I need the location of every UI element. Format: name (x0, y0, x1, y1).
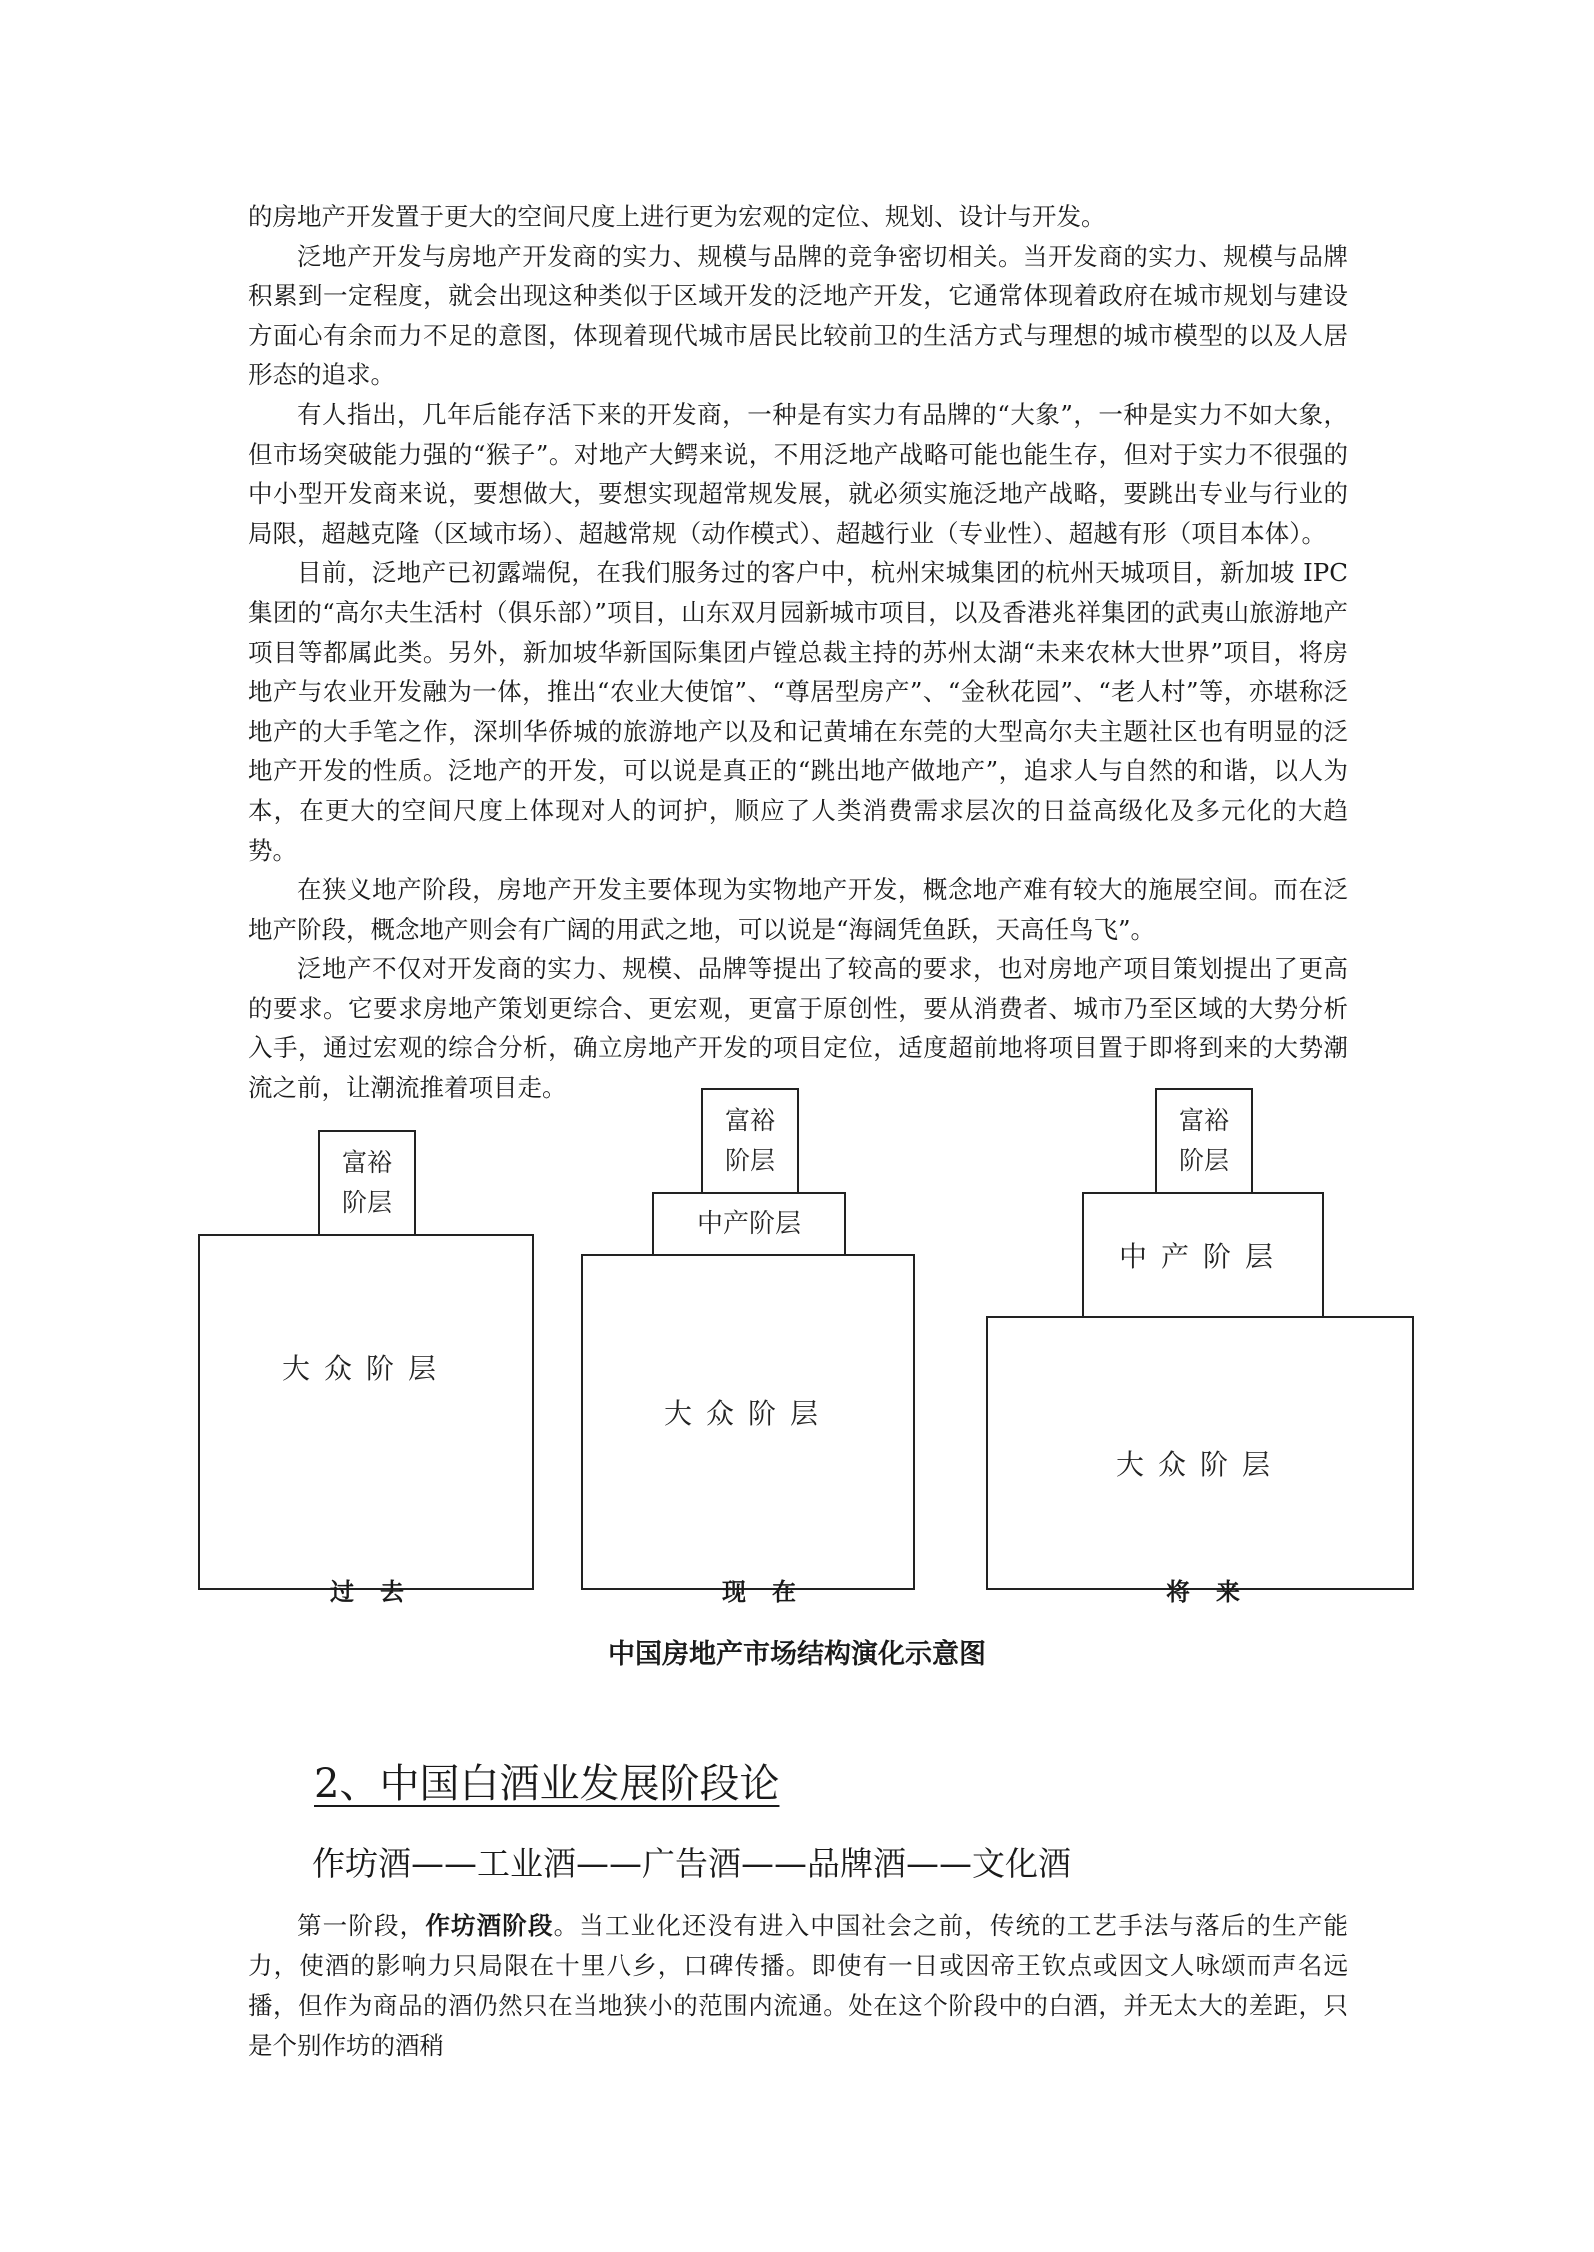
paragraph-3: 有人指出，几年后能存活下来的开发商，一种是有实力有品牌的“大象”，一种是实力不如大象，但市场突破能力强的“猴子”。对地产大鳄来说，不用泛地产战略可能也能生存，但对于实力不很强的中小型开发商来说，要想做大，要想实现超常规发展，就必须实施泛地产战略，要跳出专业与行业的局限，超越克隆（区域市场）、超越常规（动作模式）、超越行业（专业性）、超越有形（项目本体）。 (248, 399, 1348, 548)
present-rich-box (701, 1088, 799, 1194)
future-mass-box (986, 1316, 1414, 1590)
stage-lead: 第一阶段， (297, 1911, 426, 1940)
present-middle-box (652, 1192, 846, 1256)
present-era-label: 现在 (722, 1577, 822, 1606)
future-mass-label: 大众阶层 (1115, 1448, 1284, 1481)
future-era-label: 将来 (1166, 1577, 1266, 1606)
future-middle-label: 中产阶层 (1118, 1240, 1287, 1273)
paragraph-6: 泛地产不仅对开发商的实力、规模、品牌等提出了较高的要求，也对房地产项目策划提出了更高的要求。它要求房地产策划更综合、更宏观，更富于原创性，要从消费者、城市乃至区域的大势分析入手，通过宏观的综合分析，确立房地产开发的项目定位，适度超前地将项目置于即将到来的大势潮流之前，让潮流推着项目走。 (248, 954, 1348, 1103)
present-rich-label: 富裕阶层 (724, 1106, 775, 1175)
present-middle-label: 中产阶层 (696, 1209, 801, 1239)
future-middle-box (1082, 1192, 1324, 1318)
future-rich-label: 富裕阶层 (1178, 1106, 1229, 1175)
section-subheading: 作坊酒——工业酒——广告酒——品牌酒——文化酒 (312, 1844, 1071, 1883)
section-body (248, 1906, 1348, 2066)
stage-name: 作坊酒阶段 (425, 1911, 554, 1940)
past-rich-box (318, 1130, 416, 1236)
section-paragraph (248, 1906, 1348, 2066)
present-mass-label: 大众阶层 (663, 1397, 832, 1430)
paragraph-2: 泛地产开发与房地产开发商的实力、规模与品牌的竞争密切相关。当开发商的实力、规模与品牌积累到一定程度，就会出现这种类似于区域开发的泛地产开发，它通常体现着政府在城市规划与建设方面心有余而力不足的意图，体现着现代城市居民比较前卫的生活方式与理想的城市模型的以及人居形态的追求。 (248, 241, 1348, 390)
past-era-label: 过去 (330, 1577, 430, 1606)
paragraph-4: 目前，泛地产已初露端倪，在我们服务过的客户中，杭州宋城集团的杭州天城项目，新加坡 IPC 集团的“高尔夫生活村（俱乐部）”项目，山东双月园新城市项目，以及香港兆祥集团的武夷山旅游地产项目等都属此类。另外，新加坡华新国际集团卢镗总裁主持的苏州太湖“未来农林大世界”项目，将房地产与农业开发融为一体，推出“农业大使馆”、“尊居型房产”、“金秋花园”、“老人村”等，亦堪称泛地产的大手笔之作，深圳华侨城的旅游地产以及和记黄埔在东莞的大型高尔夫主题社区也有明显的泛地产开发的性质。泛地产的开发，可以说是真正的“跳出地产做地产”，追求人与自然的和谐，以人为本，在更大的空间尺度上体现对人的诃护，顺应了人类消费需求层次的日益高级化及多元化的大趋势。 (248, 558, 1348, 865)
paragraph-1: 的房地产开发置于更大的空间尺度上进行更为宏观的定位、规划、设计与开发。 (248, 202, 1106, 231)
diagram-caption: 中国房地产市场结构演化示意图 (608, 1639, 986, 1670)
past-rich-label: 富裕阶层 (341, 1148, 392, 1217)
stage-text: 。当工业化还没有进入中国社会之前，传统的工艺手法与落后的生产能力，使酒的影响力只局限在十里八乡，口碑传播。即使有一日或因帝王钦点或因文人咏颂而声名远播，但作为商品的酒仍然只在当地狭小的范围内流通。处在这个阶段中的白酒，并无太大的差距，只是个别作坊的酒稍 (248, 1911, 1348, 2060)
section-heading: 2、中国白酒业发展阶段论 (314, 1761, 780, 1807)
body-text (248, 197, 1348, 1108)
paragraph-5: 在狭义地产阶段，房地产开发主要体现为实物地产开发，概念地产难有较大的施展空间。而在泛地产阶段，概念地产则会有广阔的用武之地，可以说是“海阔凭鱼跃，天高任鸟飞”。 (248, 875, 1348, 944)
past-mass-box (198, 1234, 534, 1590)
future-rich-box (1155, 1088, 1253, 1194)
past-mass-label: 大众阶层 (281, 1352, 450, 1385)
present-mass-box (581, 1254, 915, 1590)
